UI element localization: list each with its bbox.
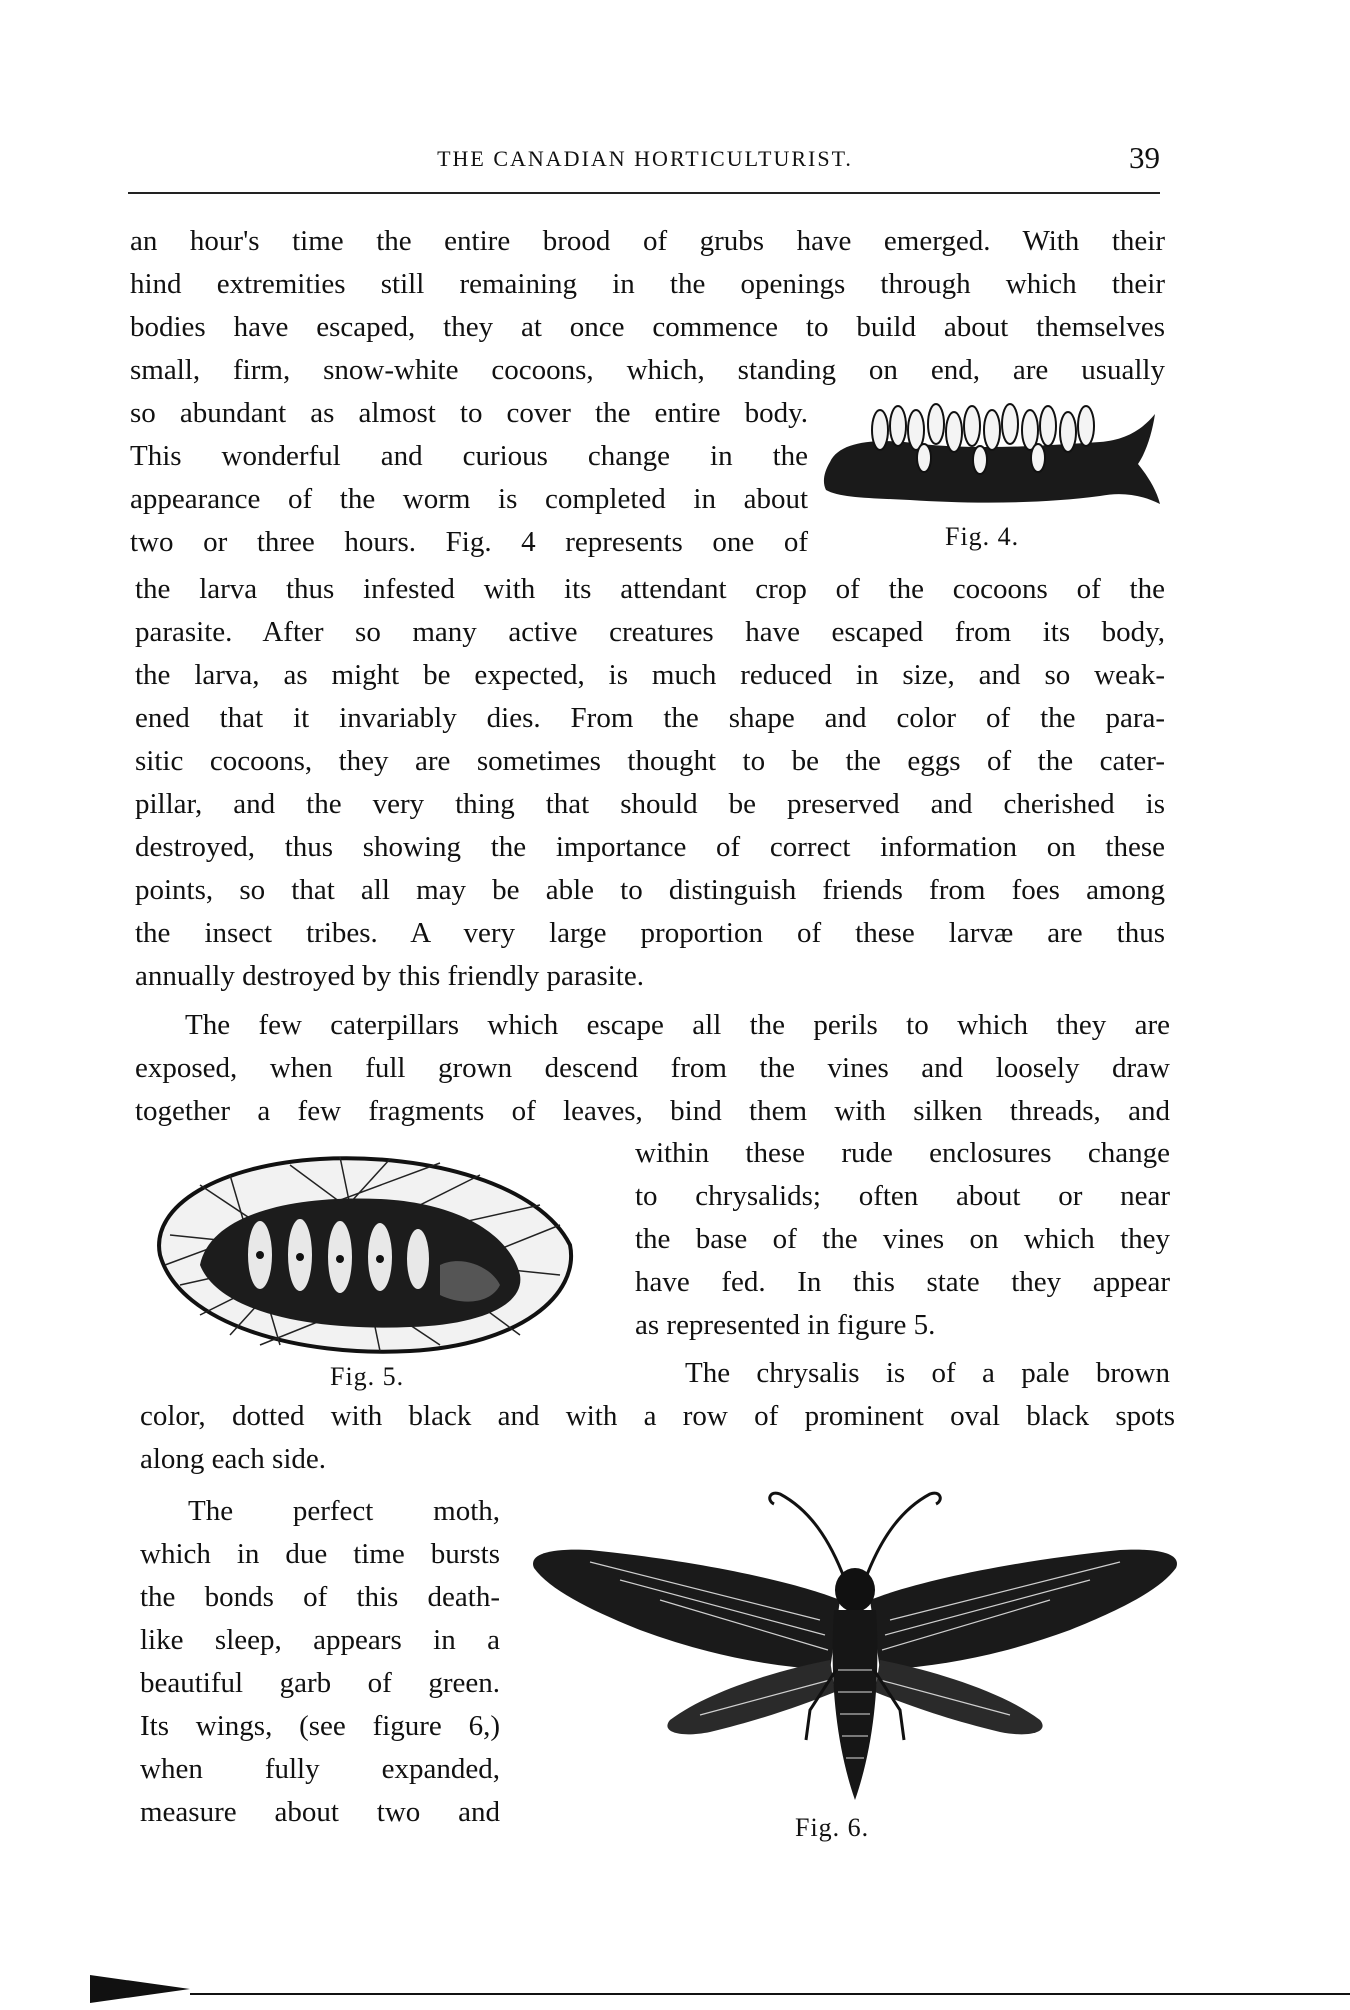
text-line: measure about two and xyxy=(140,1796,500,1828)
text-line: sitic cocoons, they are sometimes thought to be the eggs of the cater- xyxy=(135,745,1165,777)
paragraph-2-wrap xyxy=(635,1132,1170,1347)
text-line: beautiful garb of green. xyxy=(140,1667,500,1699)
text-line: have fed. In this state they appear xyxy=(635,1266,1170,1298)
figure-5-chrysalis-illustration xyxy=(140,1145,580,1360)
text-line: within these rude enclosures change xyxy=(635,1137,1170,1169)
figure-5-caption: Fig. 5. xyxy=(330,1362,405,1391)
text-line: hind extremities still remaining in the openings through which their xyxy=(130,268,1165,300)
text-line: pillar, and the very thing that should be preserved and cherished is xyxy=(135,788,1165,820)
text-line: which in due time bursts xyxy=(140,1538,500,1570)
text-line: together a few fragments of leaves, bind them with silken threads, and xyxy=(135,1095,1170,1127)
paragraph-1-continued xyxy=(135,568,1165,998)
text-line: the insect tribes. A very large proportion of these larvæ are thus xyxy=(135,917,1165,949)
footer-rule xyxy=(190,1993,1350,1995)
text-line: to chrysalids; often about or near xyxy=(635,1180,1170,1212)
text-line: This wonderful and curious change in the xyxy=(130,440,808,472)
text-line: the base of the vines on which they xyxy=(635,1223,1170,1255)
text-line: two or three hours. Fig. 4 represents one of xyxy=(130,526,808,558)
paragraph-1 xyxy=(130,220,1165,392)
figure-6-caption: Fig. 6. xyxy=(795,1813,870,1842)
text-line: The chrysalis is of a pale brown xyxy=(685,1357,1170,1389)
text-line: so abundant as almost to cover the entire body. xyxy=(130,397,808,429)
text-line: as represented in figure 5. xyxy=(635,1309,936,1341)
text-line: when fully expanded, xyxy=(140,1753,500,1785)
footer-mark xyxy=(90,1975,190,2003)
paragraph-1-wrap xyxy=(130,392,808,564)
text-line: The perfect moth, xyxy=(188,1495,500,1527)
text-line: the larva, as might be expected, is much reduced in size, and so weak- xyxy=(135,659,1165,691)
paragraph-3-first xyxy=(685,1352,1170,1395)
paragraph-2-body xyxy=(135,1047,1170,1133)
paragraph-3 xyxy=(140,1395,1175,1481)
text-line: color, dotted with black and with a row of prominent oval black spots xyxy=(140,1400,1175,1432)
text-line: appearance of the worm is completed in about xyxy=(130,483,808,515)
text-line: annually destroyed by this friendly parasite. xyxy=(135,960,644,992)
text-line: the bonds of this death- xyxy=(140,1581,500,1613)
text-line: small, firm, snow-white cocoons, which, standing on end, are usually xyxy=(130,354,1165,386)
paragraph-4 xyxy=(140,1490,500,1834)
text-line: destroyed, thus showing the importance of correct information on these xyxy=(135,831,1165,863)
text-line: the larva thus infested with its attendant crop of the cocoons of the xyxy=(135,573,1165,605)
text-line: like sleep, appears in a xyxy=(140,1624,500,1656)
text-line: points, so that all may be able to distinguish friends from foes among xyxy=(135,874,1165,906)
running-head xyxy=(130,140,1160,180)
text-line: exposed, when full grown descend from the vines and loosely draw xyxy=(135,1052,1170,1084)
figure-6-moth-illustration xyxy=(530,1470,1180,1810)
running-title: THE CANADIAN HORTICULTURIST. xyxy=(437,146,853,171)
page-number: 39 xyxy=(1129,140,1160,175)
paragraph-2 xyxy=(135,1004,1170,1047)
text-line: along each side. xyxy=(140,1443,327,1475)
text-line: parasite. After so many active creatures have escaped from its body, xyxy=(135,616,1165,648)
figure-4-larva-illustration xyxy=(820,400,1165,510)
figure-4-caption: Fig. 4. xyxy=(945,522,1020,551)
text-line: bodies have escaped, they at once commence to build about themselves xyxy=(130,311,1165,343)
text-line: ened that it invariably dies. From the shape and color of the para- xyxy=(135,702,1165,734)
header-rule xyxy=(128,192,1160,194)
text-line: Its wings, (see figure 6,) xyxy=(140,1710,500,1742)
text-line: The few caterpillars which escape all the perils to which they are xyxy=(185,1009,1170,1041)
text-line: an hour's time the entire brood of grubs have emerged. With their xyxy=(130,225,1165,257)
